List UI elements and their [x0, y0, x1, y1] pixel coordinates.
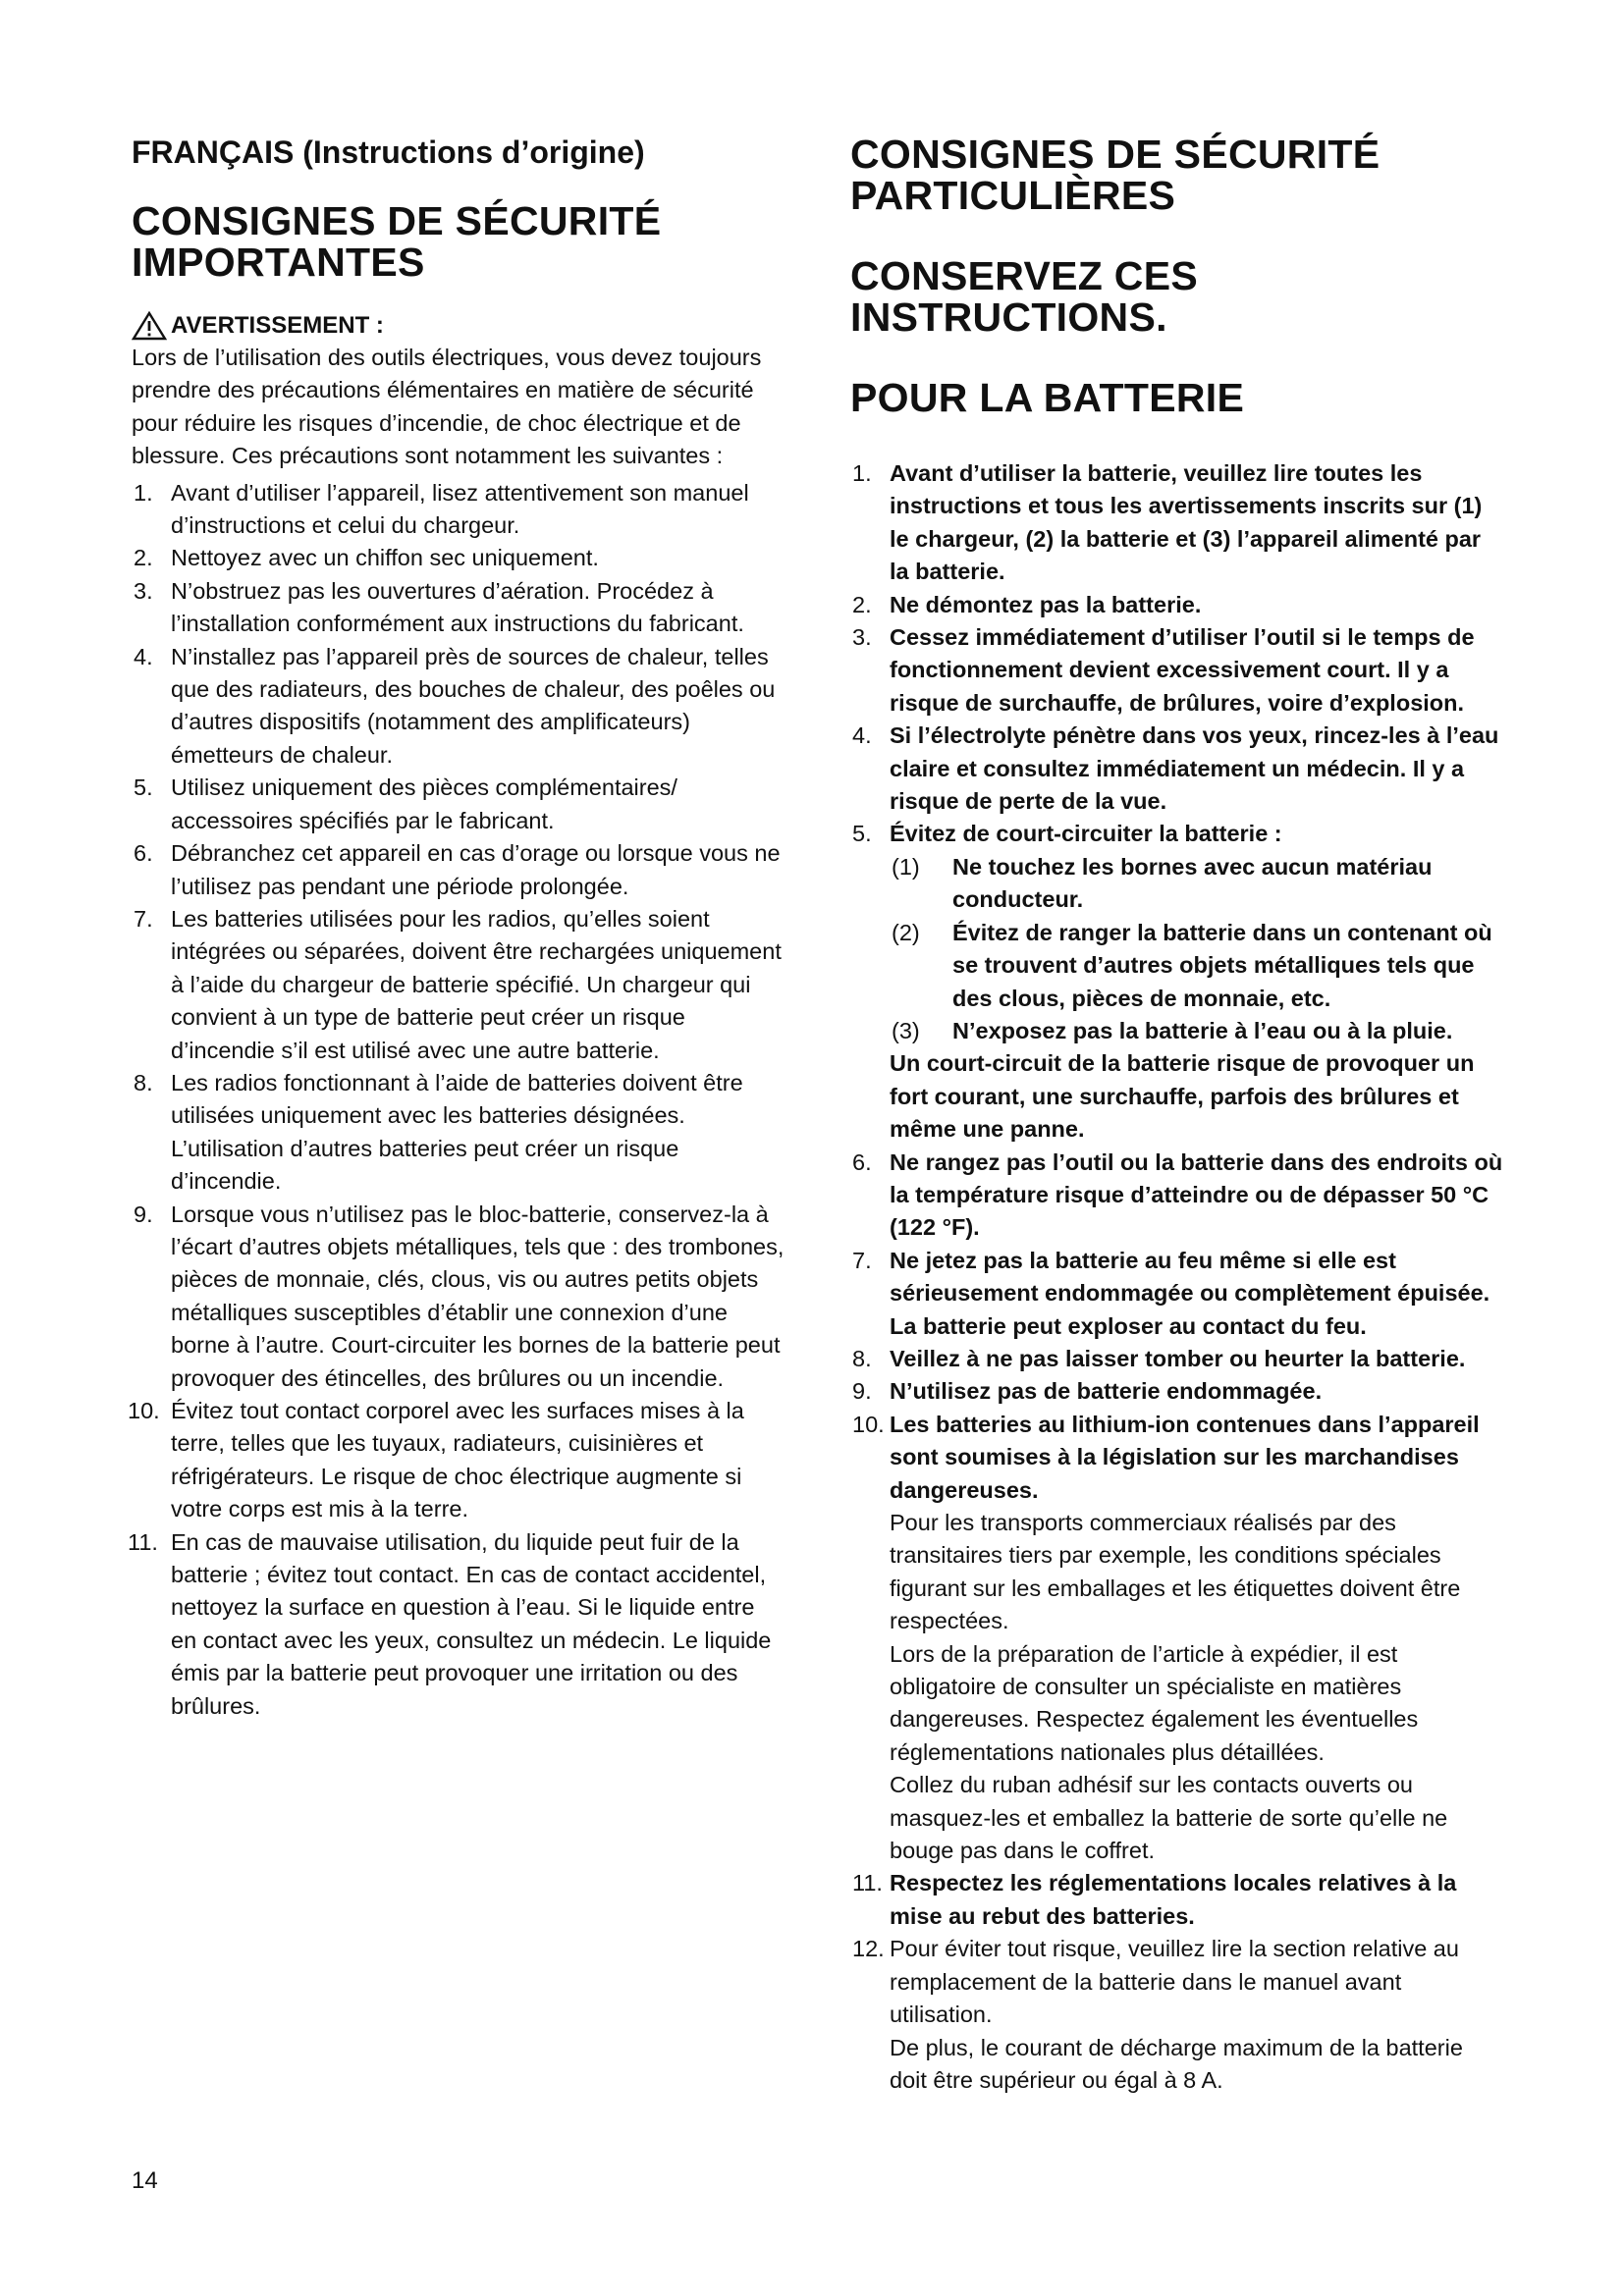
list-item: 3. N’obstruez pas les ouvertures d’aération. Procédez à l’installation conformément aux instructions du fabricant. [134, 577, 744, 637]
list-item: 8. Veillez à ne pas laisser tomber ou heurter la batterie. [852, 1345, 1466, 1371]
warning-triangle-icon [132, 311, 167, 341]
list-item: 10. Évitez tout contact corporel avec les surfaces mises à la terre, telles que les tuyaux, radiateurs, cuisinières et réfrigérateurs. Le risque de choc électrique augmente si votre corps est mis à la terre. [128, 1398, 744, 1522]
list-item: 7. Les batteries utilisées pour les radios, qu’elles soient intégrées ou séparées, doivent être rechargées uniquement à l’aide du chargeur de batterie spécifié. Un chargeur qui convient à un type de batterie peut créer un risque d’incendie s’il est utilisé avec une autre batterie. [134, 905, 782, 1063]
list-item: 11. En cas de mauvaise utilisation, du liquide peut fuir de la batterie ; évitez tout contact. En cas de contact accidentel, nettoyez la surface en question à l’eau. Si le liquide entre en contact avec les yeux, consultez un médecin. Le liquide émis par la batterie peut provoquer une irritation ou des brûlures. [128, 1528, 772, 1719]
sub-item: (1) Ne touchez les bornes avec aucun matériau conducteur. [892, 853, 1433, 913]
section-title-keep: CONSERVEZ CES INSTRUCTIONS. [850, 253, 1199, 340]
list-item: 6. Ne rangez pas l’outil ou la batterie dans des endroits où la température risque d’atteindre ou de dépasser 50 °C (122 °F). [852, 1148, 1503, 1241]
list-item: 6. Débranchez cet appareil en cas d’orage ou lorsque vous ne l’utilisez pas pendant une période prolongée. [134, 840, 781, 899]
list-item: 7. Ne jetez pas la batterie au feu même si elle est sérieusement endommagée ou complètement épuisée. La batterie peut exploser au contact du feu. [852, 1247, 1490, 1339]
list-item: 10. Les batteries au lithium-ion contenues dans l’appareil sont soumises à la législation sur les marchandises dangereuses. Pour les transports commerciaux réalisés par des transitaires tiers par exemple, les conditions spéciales figurant sur les emballages et les étiquettes doivent être respectées. Lors de la préparation de l’article à expédier, il est obligatoire de consulter un spécialiste en matières dangereuses. Respectez également les éventuelles réglementations nationales plus détaillées. Collez du ruban adhésif sur les contacts ouverts ou masquez-les et emballez la batterie de sorte qu’elle ne bouge pas dans le coffret. [850, 1409, 1504, 1868]
list-item: 3. Cessez immédiatement d’utiliser l’outil si le temps de fonctionnement devient excessivement court. Il y a risque de surchauffe, de brûlures, voire d’explosion. [852, 624, 1475, 716]
list-item: 1. Avant d’utiliser la batterie, veuillez lire toutes les instructions et tous les avertissements inscrits sur (1) le chargeur, (2) la batterie et (3) l’appareil alimenté par la batterie. [852, 460, 1483, 585]
short-circuit-note: Un court-circuit de la batterie risque de provoquer un fort courant, une surchauffe, parfois des brûlures et même une panne. [890, 1050, 1475, 1143]
battery-list [850, 457, 1504, 2097]
list-item: 11. Respectez les réglementations locales relatives à la mise au rebut des batteries. [852, 1870, 1457, 1929]
sub-list [890, 851, 1504, 1047]
warning-label: AVERTISSEMENT : [171, 312, 384, 339]
list-item: 2. Nettoyez avec un chiffon sec uniquement. [134, 545, 599, 571]
section-title-battery: POUR LA BATTERIE [850, 375, 1245, 420]
page-number: 14 [132, 2167, 158, 2194]
left-list [128, 477, 785, 1723]
language-heading: FRANÇAIS (Instructions d’origine) [132, 134, 645, 170]
list-item: 4. Si l’électrolyte pénètre dans vos yeux, rincez-les à l’eau claire et consultez immédiatement un médecin. Il y a risque de perte de la vue. [852, 722, 1499, 815]
list-item: 9. Lorsque vous n’utilisez pas le bloc-batterie, conservez-la à l’écart d’autres objets métalliques, tels que : des trombones, pièces de monnaie, clés, clous, vis ou autres petits objets métalliques susceptibles d’établir une connexion d’une borne à l’autre. Court-circuiter les bornes de la batterie peut provoquer des étincelles, des brûlures ou un incendie. [134, 1201, 785, 1391]
list-item: 5. Utilisez uniquement des pièces complémentaires/ accessoires spécifiés par le fabricant. [134, 774, 677, 833]
left-column [128, 133, 785, 1723]
list-item: 4. N’installez pas l’appareil près de sources de chaleur, telles que des radiateurs, des bouches de chaleur, des poêles ou d’autres dispositifs (notamment des amplificateurs) émetteurs de chaleur. [134, 643, 776, 768]
transport-paragraph: Pour les transports commerciaux réalisés par des transitaires tiers par exemple, les conditions spéciales figurant sur les emballages et les étiquettes doivent être respectées. [890, 1510, 1461, 1634]
list-item: 1. Avant d’utiliser l’appareil, lisez attentivement son manuel d’instructions et celui du chargeur. [134, 479, 749, 539]
section-title-important: CONSIGNES DE SÉCURITÉ IMPORTANTES [132, 198, 662, 285]
discharge-paragraph: De plus, le courant de décharge maximum de la batterie doit être supérieur ou égal à 8 A. [890, 2034, 1463, 2093]
tape-paragraph: Collez du ruban adhésif sur les contacts ouverts ou masquez-les et emballez la batterie de sorte qu’elle ne bouge pas dans le coffret. [890, 1772, 1448, 1864]
right-column [850, 133, 1504, 2097]
intro-paragraph: Lors de l’utilisation des outils électriques, vous devez toujours prendre des précautions élémentaires en matière de sécurité pour réduire les risques d’incendie, de choc électrique et de blessure. Ces précautions sont notamment les suivantes : [132, 345, 762, 469]
list-item: 8. Les radios fonctionnant à l’aide de batteries doivent être utilisées uniquement avec les batteries désignées. L’utilisation d’autres batteries peut créer un risque d’incendie. [134, 1069, 743, 1195]
shipping-paragraph: Lors de la préparation de l’article à expédier, il est obligatoire de consulter un spécialiste en matières dangereuses. Respectez également les éventuelles réglementations nationales plus détaillées. [890, 1640, 1419, 1765]
warning-heading [132, 310, 785, 342]
list-item: 12. Pour éviter tout risque, veuillez lire la section relative au remplacement de la batterie dans le manuel avant utilisation. De plus, le courant de décharge maximum de la batterie doit être supérieur ou égal à 8 A. [850, 1933, 1504, 2097]
list-item: 5. Évitez de court-circuiter la batterie : (1) Ne touchez les bornes avec aucun matériau conducteur. (2) Évitez de ranger la batterie dans un contenant où se trouvent d’autres objets métalliques tels que des clous, pièces de monnaie, etc. (3) N’exposez pas la batterie à l’eau ou à la pluie. Un court-circuit de la batterie risque de provoquer un fort courant, une surchauffe, parfois des brûlures et même une panne. [850, 818, 1504, 1146]
sub-item: (3) N’exposez pas la batterie à l’eau ou à la pluie. [892, 1017, 1453, 1043]
list-item: 9. N’utilisez pas de batterie endommagée. [852, 1378, 1323, 1405]
sub-item: (2) Évitez de ranger la batterie dans un contenant où se trouvent d’autres objets métalliques tels que des clous, pièces de monnaie, etc. [892, 919, 1492, 1011]
list-item: 2. Ne démontez pas la batterie. [852, 591, 1202, 617]
section-title-particular: CONSIGNES DE SÉCURITÉ PARTICULIÈRES [850, 132, 1380, 218]
